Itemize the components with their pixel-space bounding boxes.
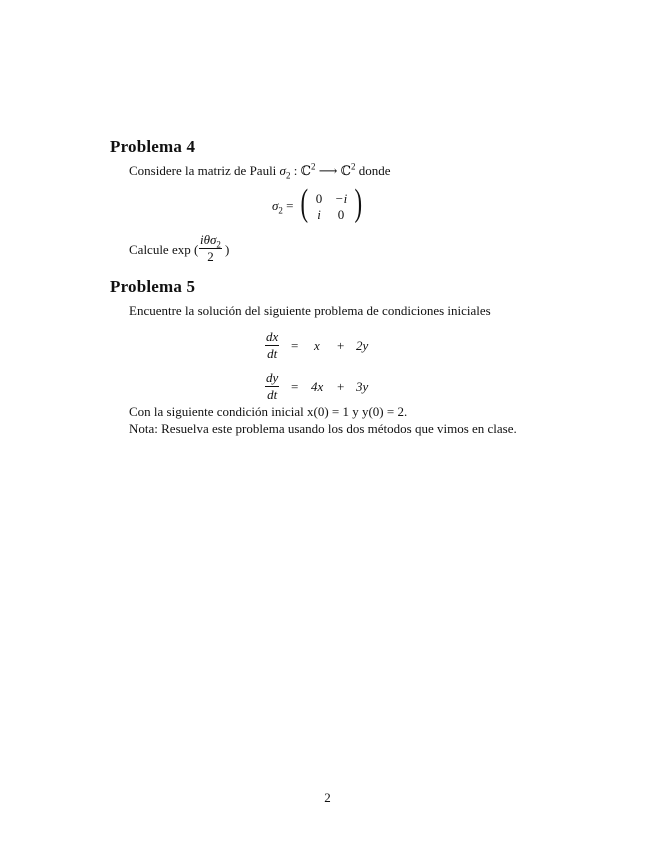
map-arrow: ⟶	[315, 163, 341, 178]
eq2-fraction	[265, 371, 279, 402]
matrix-lhs: $\sigma_2$ =	[272, 198, 294, 216]
eq1-equals: =	[291, 338, 299, 353]
calcule-text: Calcule exp	[129, 242, 191, 257]
eq1-numerator: dx	[266, 329, 279, 344]
eq1-fraction	[265, 330, 279, 361]
donde-text: donde	[355, 163, 391, 178]
eq2-term1: 4x	[311, 379, 324, 394]
eq1-plus: +	[337, 338, 345, 353]
initial-condition-text: Con la siguiente condición inicial x(0) = 1 y y(0) = 2.	[129, 404, 408, 419]
eq1-term2: 2y	[356, 338, 369, 353]
exp-numerator: iθσ$_2$	[200, 232, 221, 250]
right-paren: )	[354, 182, 363, 224]
problem-5-intro: Encuentre la solución del siguiente problema de condiciones iniciales	[129, 303, 491, 318]
sigma-symbol: $\sigma_2$	[279, 163, 291, 181]
matrix-cell-0-0: 0	[315, 191, 323, 206]
problem-4-heading: Problema 4	[110, 137, 196, 156]
map-colon: :	[290, 163, 301, 178]
note-text: Nota: Resuelva este problema usando los dos métodos que vimos en clase.	[129, 421, 517, 436]
exp-close-paren: )	[225, 242, 230, 257]
page-number: 2	[324, 790, 331, 805]
intro-text: Considere la matriz de Pauli	[129, 163, 277, 178]
problem-4-intro	[129, 163, 390, 179]
calcule-line	[129, 242, 191, 258]
eq2-term2: 3y	[356, 379, 369, 394]
eq2-denominator: dt	[267, 387, 278, 402]
eq1-denominator: dt	[267, 346, 278, 361]
left-paren: (	[300, 182, 309, 224]
matrix-cell-0-1: −i	[334, 191, 348, 206]
problem-5-heading: Problema 5	[110, 277, 196, 296]
exp-denominator: 2	[207, 249, 214, 264]
eq2-plus: +	[337, 379, 345, 394]
exp-fraction	[199, 233, 222, 264]
eq1-term1: x	[314, 338, 320, 353]
exp-open-paren: (	[194, 242, 199, 257]
eq2-numerator: dy	[266, 370, 279, 385]
complex-set-symbol: ℂ$^2$	[300, 161, 316, 178]
matrix-cell-1-0: i	[317, 207, 321, 222]
eq2-equals: =	[291, 379, 299, 394]
complex-set-symbol-2: ℂ$^2$	[340, 161, 356, 178]
matrix-cell-1-1: 0	[337, 207, 345, 222]
